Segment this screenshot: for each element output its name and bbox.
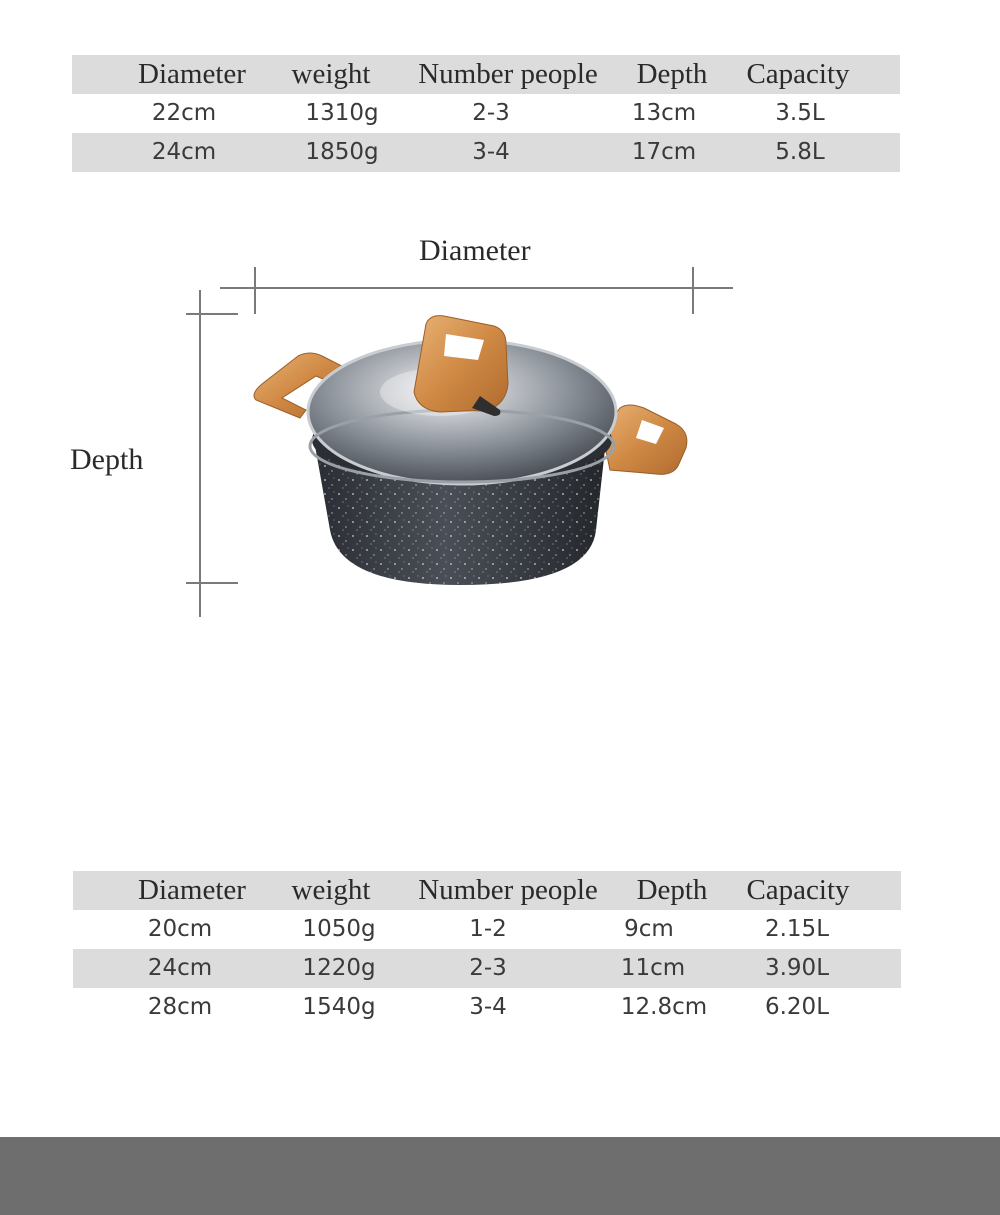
header-capacity: Capacity bbox=[746, 58, 850, 90]
cell-diameter: 24cm bbox=[151, 139, 217, 165]
table-row bbox=[73, 910, 901, 949]
cell-depth: 11cm bbox=[620, 955, 686, 981]
cell-weight: 1050g bbox=[302, 916, 376, 942]
cell-capacity: 6.20L bbox=[764, 994, 830, 1020]
table-row bbox=[73, 949, 901, 988]
cell-number-people: 3-4 bbox=[472, 139, 510, 165]
cell-depth: 17cm bbox=[631, 139, 697, 165]
cell-weight: 1850g bbox=[305, 139, 379, 165]
header-diameter: Diameter bbox=[138, 58, 246, 90]
cell-diameter: 24cm bbox=[147, 955, 213, 981]
header-capacity: Capacity bbox=[746, 874, 850, 906]
cell-weight: 1540g bbox=[302, 994, 376, 1020]
header-number-people: Number people bbox=[418, 874, 598, 906]
cell-depth: 9cm bbox=[624, 916, 674, 942]
cell-capacity: 2.15L bbox=[764, 916, 830, 942]
cell-weight: 1310g bbox=[305, 100, 379, 126]
cell-capacity: 3.5L bbox=[775, 100, 825, 126]
cell-depth: 13cm bbox=[631, 100, 697, 126]
cell-number-people: 2-3 bbox=[472, 100, 510, 126]
cell-diameter: 22cm bbox=[151, 100, 217, 126]
table-header-row bbox=[73, 871, 901, 910]
cell-capacity: 5.8L bbox=[775, 139, 825, 165]
diameter-label: Diameter bbox=[419, 234, 531, 267]
diameter-dimension-line bbox=[220, 267, 733, 314]
cell-number-people: 1-2 bbox=[469, 916, 507, 942]
cell-diameter: 20cm bbox=[147, 916, 213, 942]
cell-number-people: 3-4 bbox=[469, 994, 507, 1020]
header-depth: Depth bbox=[636, 58, 708, 90]
depth-label: Depth bbox=[70, 443, 144, 476]
cell-diameter: 28cm bbox=[147, 994, 213, 1020]
header-weight: weight bbox=[291, 874, 371, 906]
granite-pot-image bbox=[254, 316, 687, 585]
header-depth: Depth bbox=[636, 874, 708, 906]
table-row bbox=[73, 988, 901, 1027]
cell-capacity: 3.90L bbox=[764, 955, 830, 981]
header-number-people: Number people bbox=[418, 58, 598, 90]
header-weight: weight bbox=[291, 58, 371, 90]
footer-bar bbox=[0, 1137, 1000, 1215]
cell-number-people: 2-3 bbox=[469, 955, 507, 981]
cell-depth: 12.8cm bbox=[620, 994, 708, 1020]
depth-dimension-line bbox=[186, 290, 238, 617]
cell-weight: 1220g bbox=[302, 955, 376, 981]
header-diameter: Diameter bbox=[138, 874, 246, 906]
spec-table-bottom bbox=[73, 871, 901, 1027]
